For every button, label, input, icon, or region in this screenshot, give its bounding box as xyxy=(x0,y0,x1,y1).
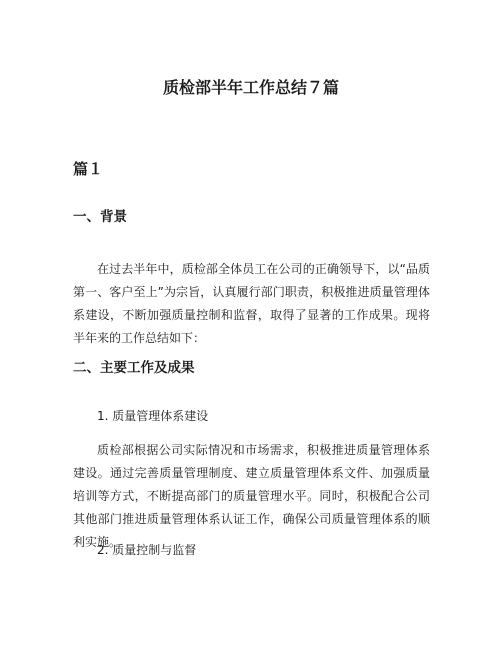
subitem-quality-control-label: 2. 质量控制与监督 xyxy=(97,543,197,557)
part-heading: 篇１ xyxy=(73,160,104,178)
background-paragraph: 在过去半年中，质检部全体员工在公司的正确领导下，以“品质第一、客户至上”为宗旨，认真履行部门职责，积极推进质量管理体系建设，不断加强质量控制和监督，取得了显著的工作成果。现将半年来的工作总结如下： xyxy=(73,262,430,345)
section-heading-background: 一、背景 xyxy=(73,209,127,225)
subitem-quality-system-label: 1. 质量管理体系建设 xyxy=(97,409,209,423)
document-title: 质检部半年工作总结７篇 xyxy=(162,78,339,97)
section-heading-main-work: 二、主要工作及成果 xyxy=(73,360,195,376)
quality-system-paragraph: 质检部根据公司实际情况和市场需求，积极推进质量管理体系建设。通过完善质量管理制度、建立质量管理体系文件、加强质量培训等方式，不断提高部门的质量管理水平。同时，积极配合公司其他部门推进质量管理体系认证工作，确保公司质量管理体系的顺利实施。 xyxy=(73,443,430,549)
